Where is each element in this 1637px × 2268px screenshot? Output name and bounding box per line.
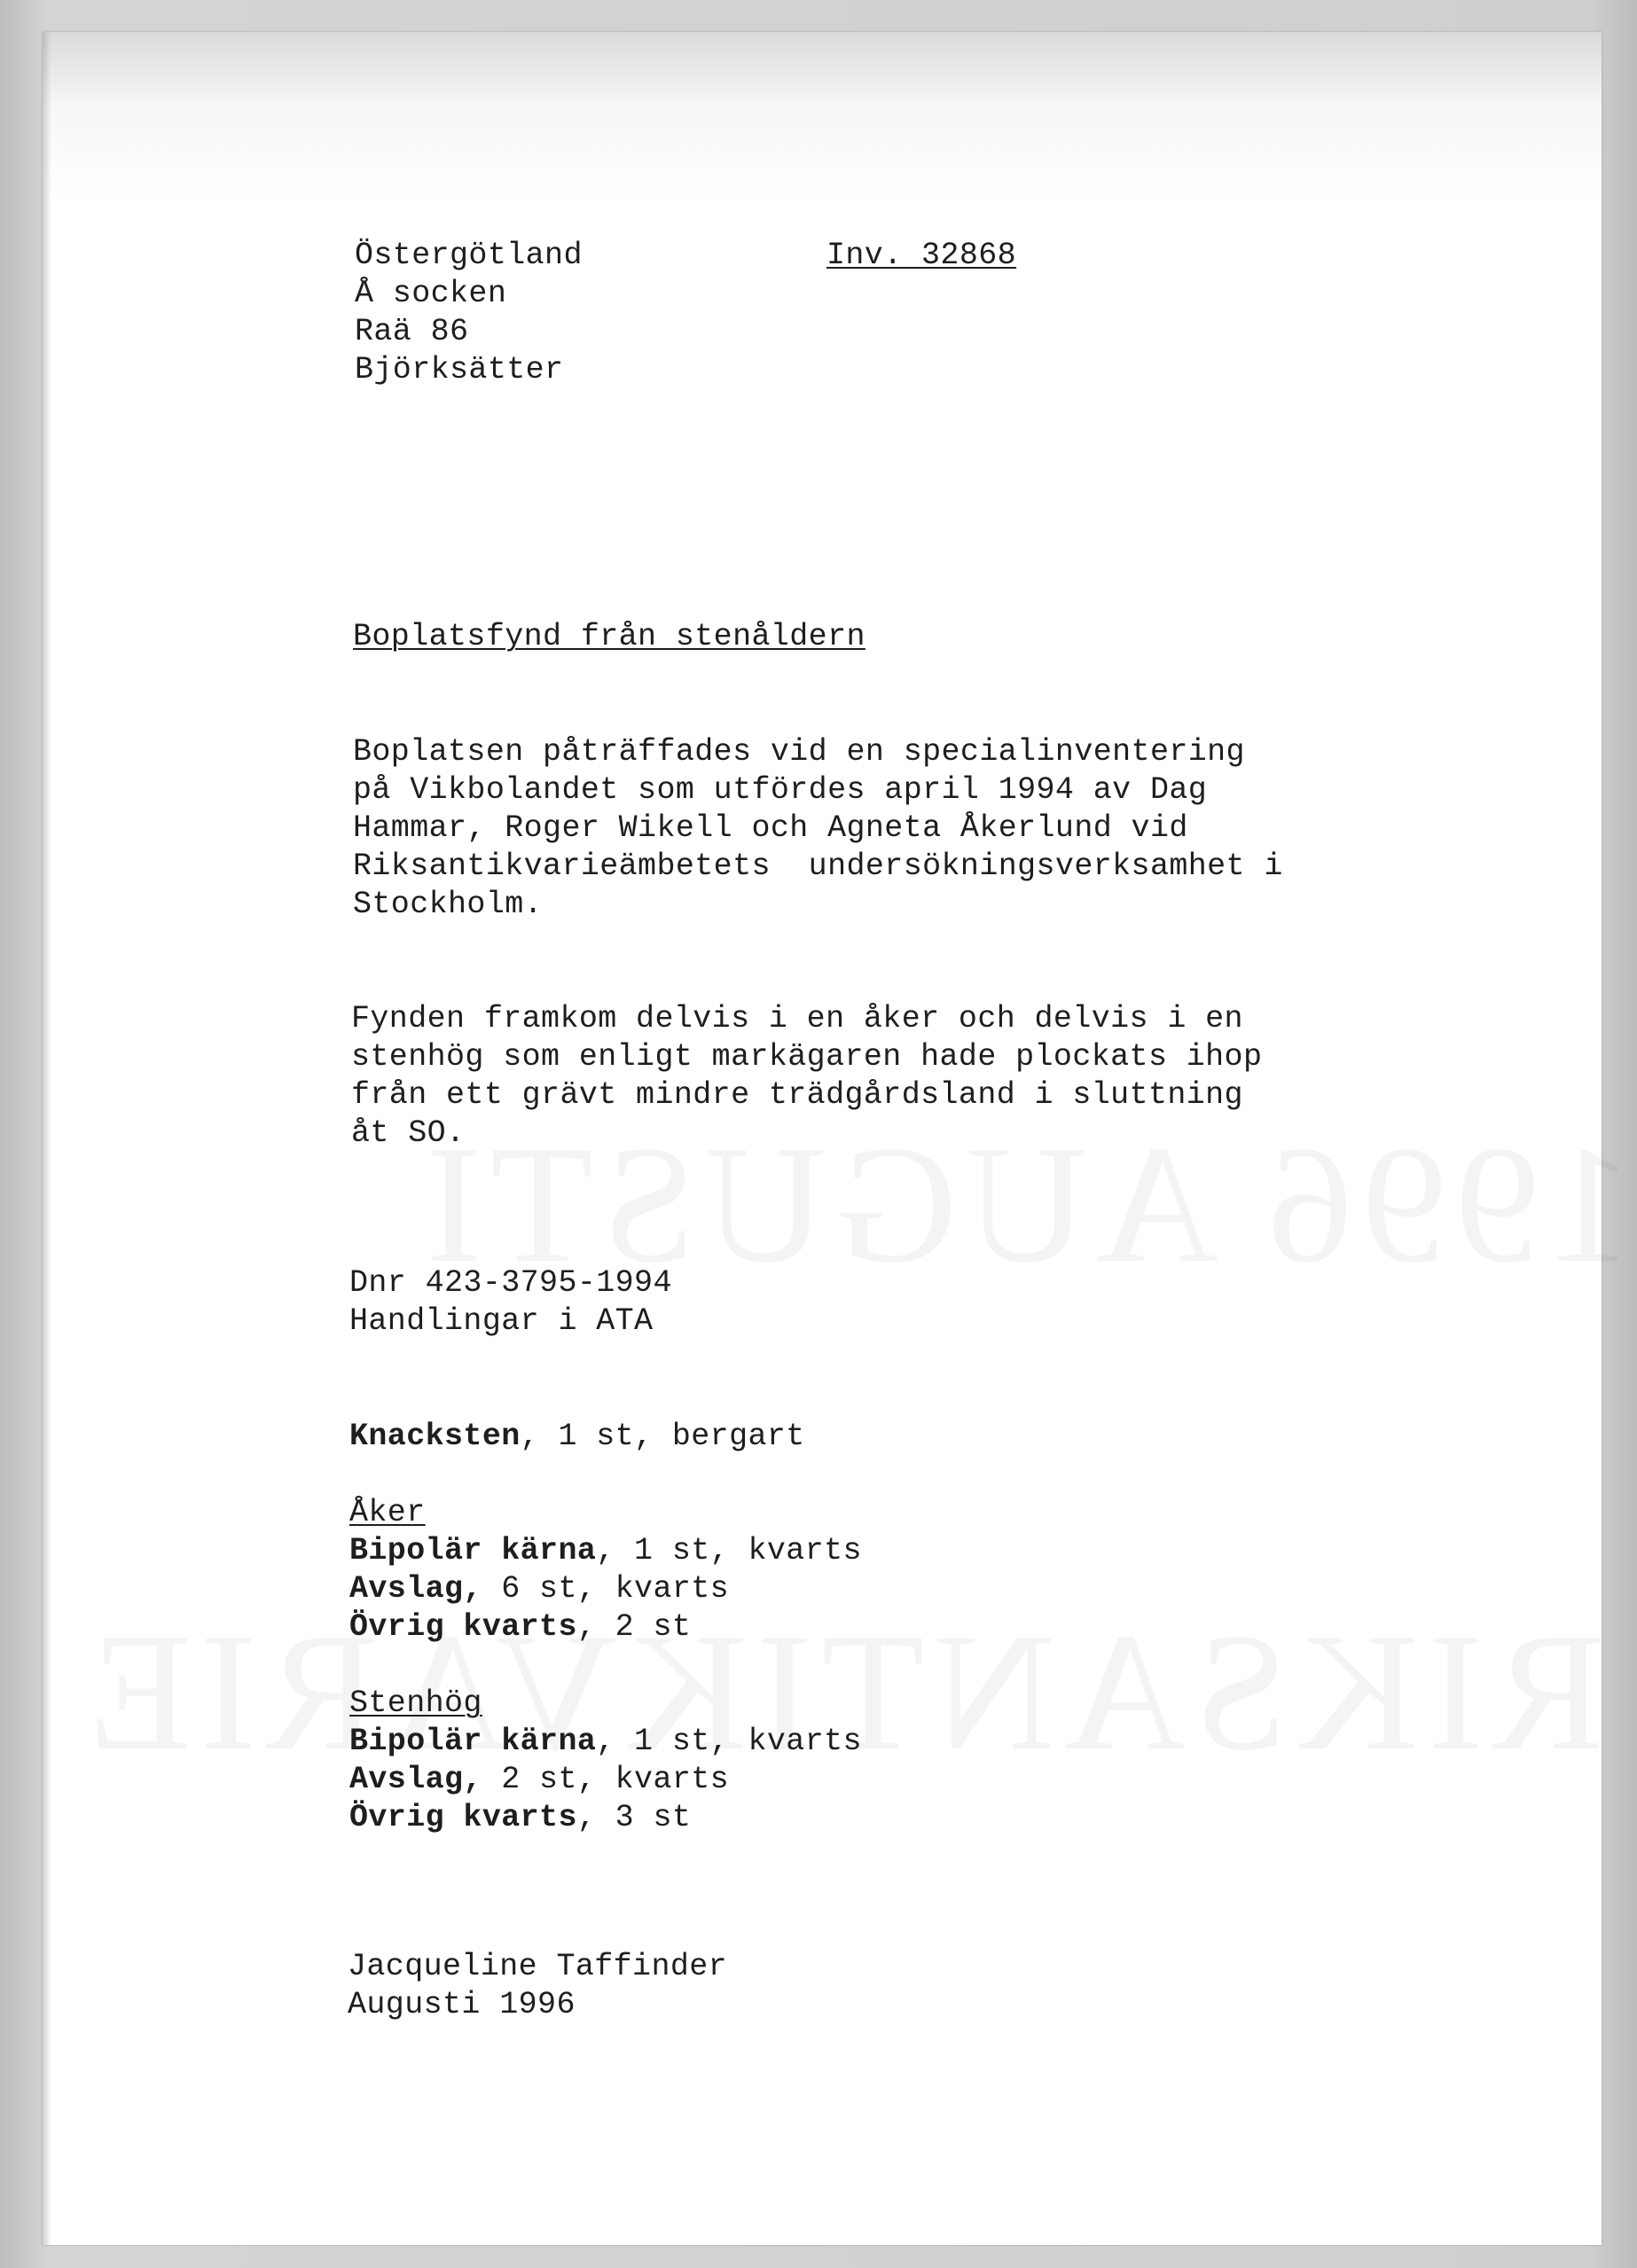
paragraph-2-line: stenhög som enligt markägaren hade plockats ihop	[351, 1039, 1263, 1075]
find-name: Knacksten	[349, 1419, 521, 1454]
paragraph-1-line: på Vikbolandet som utfördes april 1994 av Dag	[353, 772, 1208, 808]
paragraph-2-line: åt SO.	[351, 1115, 466, 1151]
find-name: Övrig kvarts	[349, 1609, 577, 1645]
paragraph-1-line: Boplatsen påträffades vid en specialinventering	[353, 734, 1245, 770]
find-item	[349, 1799, 691, 1836]
find-name: Bipolär kärna	[349, 1724, 597, 1759]
header-raa: Raä 86	[355, 314, 469, 349]
paragraph-1-line: Stockholm.	[353, 887, 544, 922]
find-name: Avslag,	[349, 1571, 482, 1607]
header-site: Björksätter	[355, 352, 564, 387]
find-name: Avslag,	[349, 1762, 482, 1797]
header-parish: Å socken	[355, 276, 507, 311]
author-name: Jacqueline Taffinder	[348, 1949, 728, 1984]
paragraph-2-line: från ett grävt mindre trädgårdsland i sluttning	[351, 1077, 1243, 1113]
header-county: Östergötland	[355, 238, 583, 273]
paragraph-1-line: Hammar, Roger Wikell och Agneta Åkerlund vid	[353, 810, 1188, 846]
find-detail: 6 st, kvarts	[482, 1571, 730, 1607]
document-title: Boplatsfynd från stenåldern	[353, 619, 865, 654]
archive-reference: Handlingar i ATA	[349, 1303, 654, 1339]
paragraph-1-line: Riksantikvarieämbetets undersökningsverksamhet i	[353, 849, 1283, 884]
dnr-reference: Dnr 423-3795-1994	[349, 1265, 672, 1301]
inventory-number: Inv. 32868	[826, 238, 1017, 273]
section-heading-aker: Åker	[349, 1495, 426, 1530]
find-detail: , 1 st, bergart	[520, 1419, 805, 1454]
find-item-knacksten	[349, 1418, 805, 1455]
find-detail: , 1 st, kvarts	[596, 1533, 862, 1568]
find-item	[349, 1723, 862, 1760]
find-detail: , 1 st, kvarts	[596, 1724, 862, 1759]
find-item	[349, 1608, 691, 1646]
page-top-shadow	[43, 32, 1602, 200]
find-name: Bipolär kärna	[349, 1533, 597, 1568]
find-detail: , 2 st	[576, 1609, 692, 1645]
page-edge-shadow	[43, 32, 51, 2245]
paragraph-2-line: Fynden framkom delvis i en åker och delvis i en	[351, 1001, 1243, 1036]
find-item	[349, 1532, 862, 1569]
section-heading-stenhog: Stenhög	[349, 1685, 482, 1721]
find-item	[349, 1570, 729, 1607]
find-detail: , 3 st	[576, 1800, 692, 1835]
document-date: Augusti 1996	[348, 1987, 576, 2022]
find-detail: 2 st, kvarts	[482, 1762, 730, 1797]
show-through-text-lower	[80, 1596, 1605, 1789]
find-item	[349, 1761, 729, 1798]
find-name: Övrig kvarts	[349, 1800, 577, 1835]
